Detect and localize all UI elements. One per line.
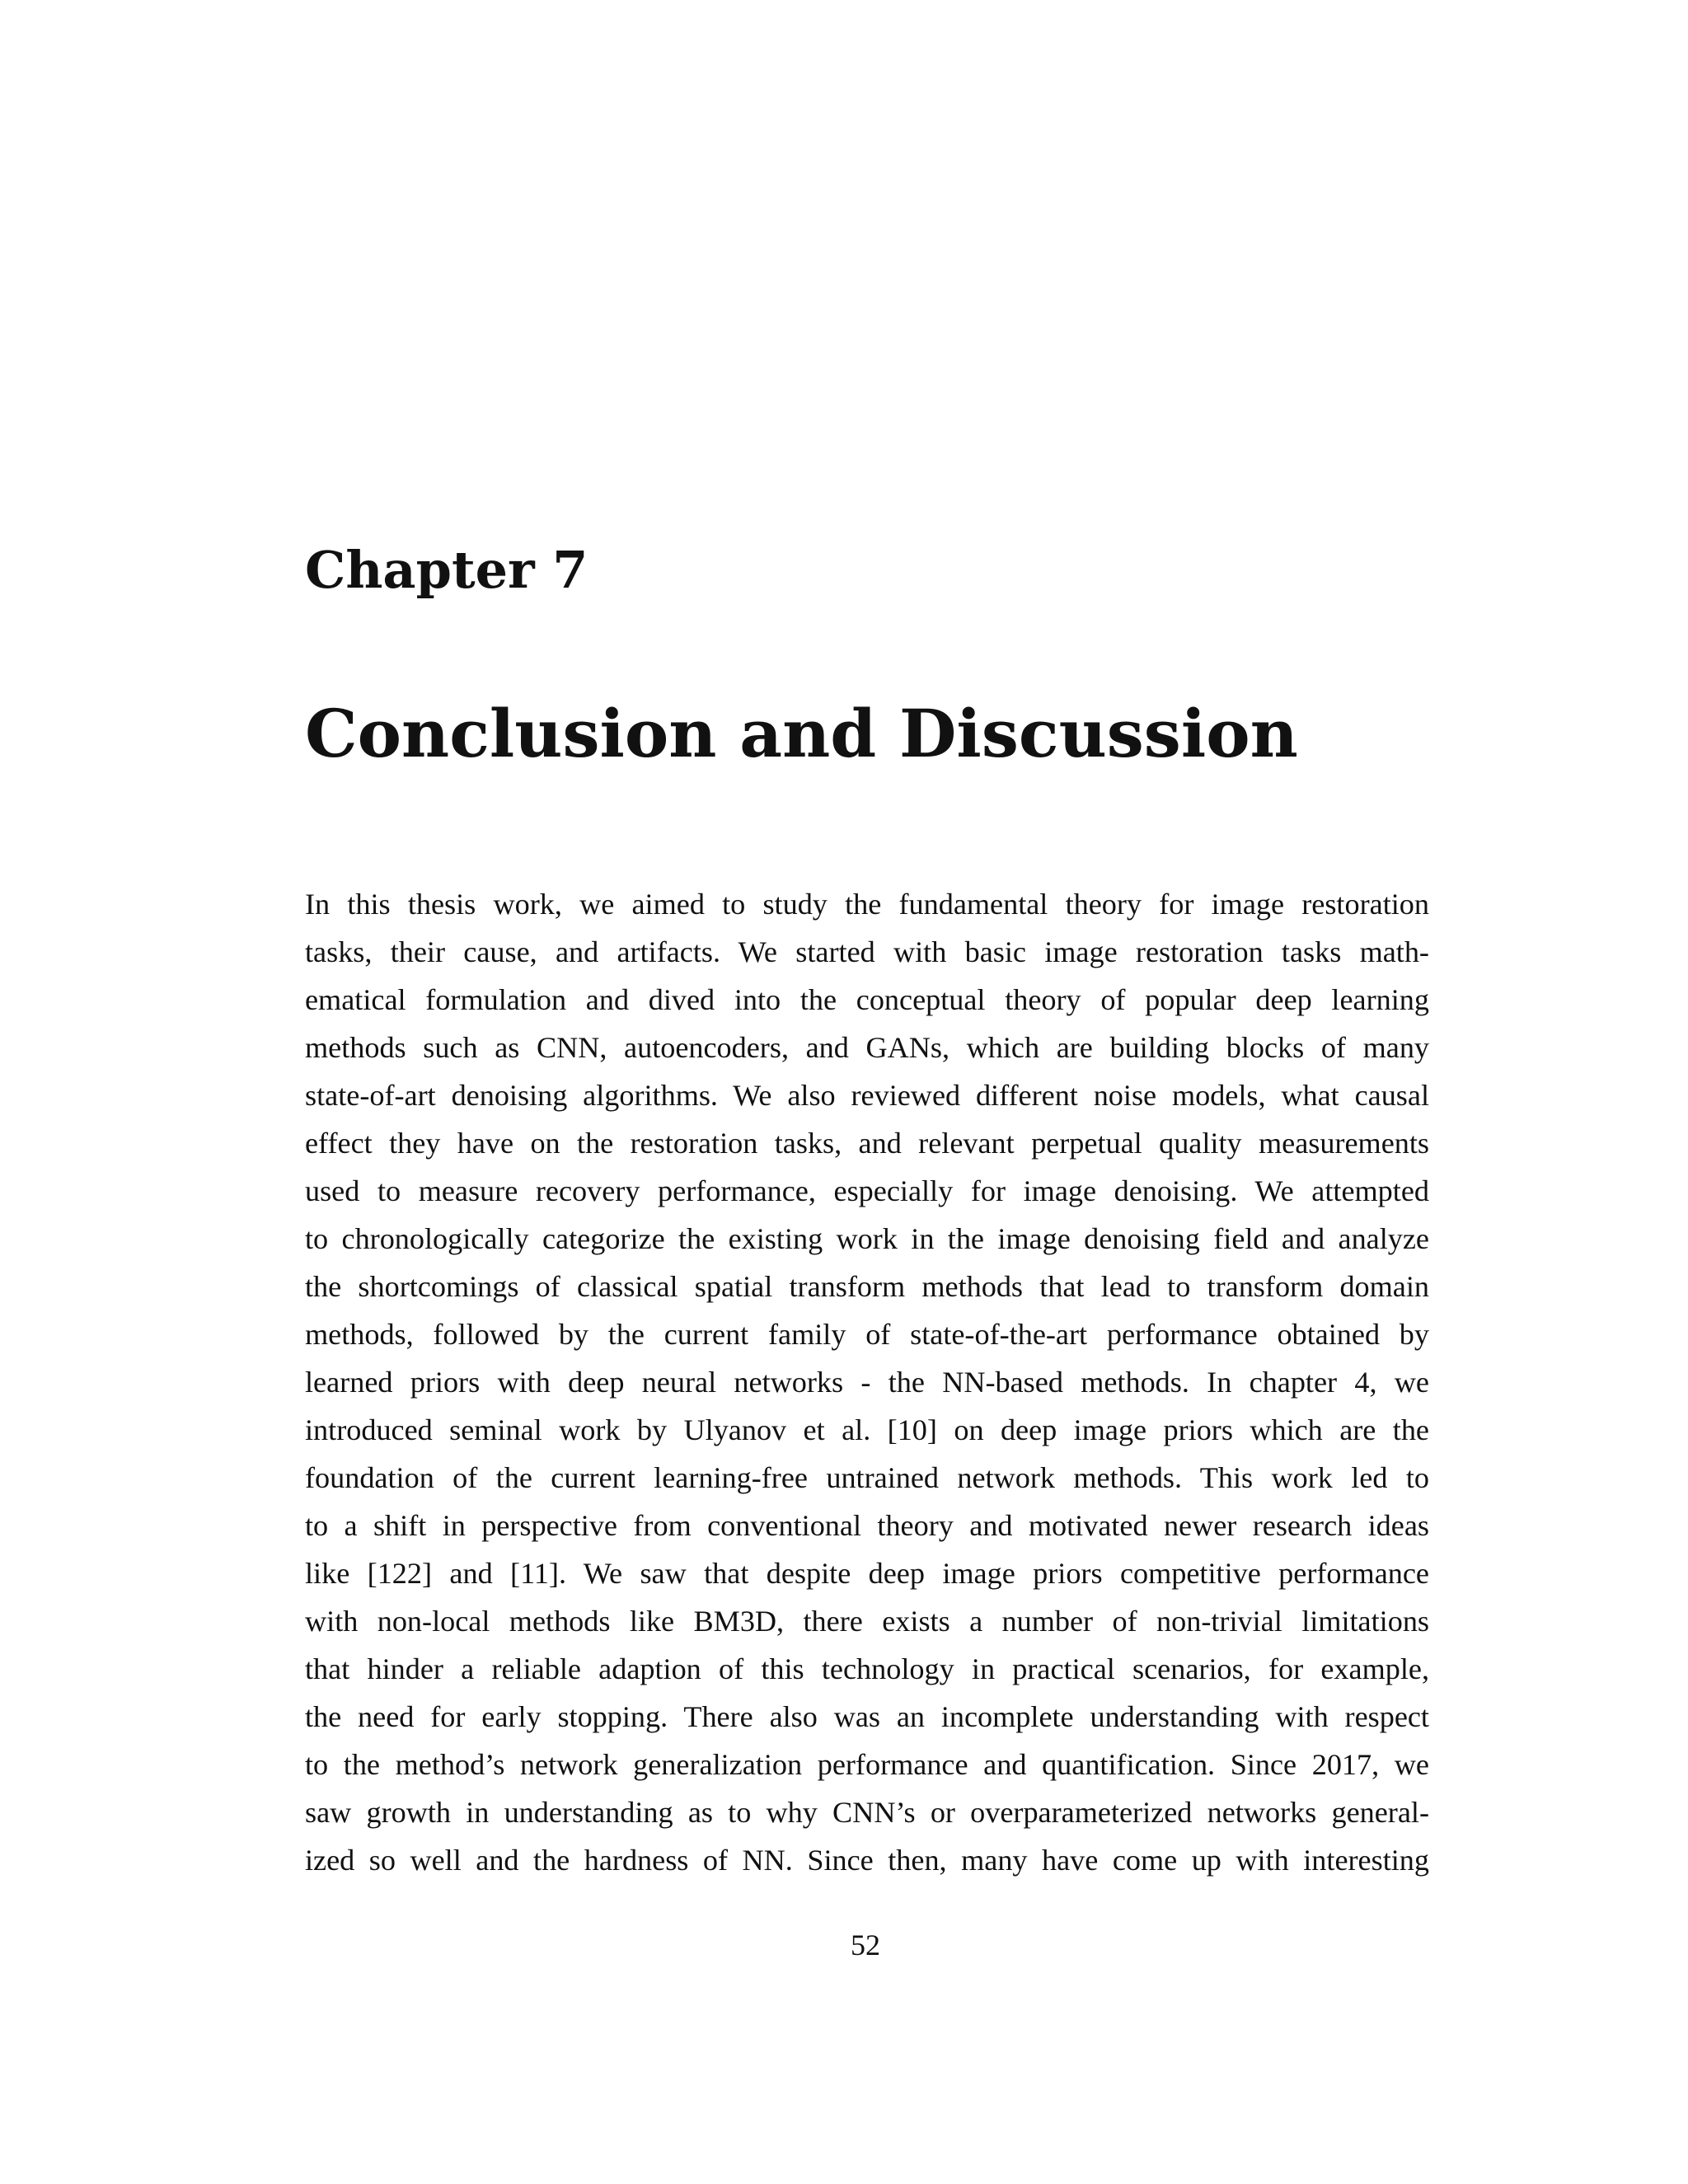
body-paragraph	[305, 880, 1429, 1884]
body-line: that hinder a reliable adaption of this technology in practical scenarios, for example,	[305, 1652, 1429, 1685]
page-number: 52	[851, 1929, 880, 1961]
body-line: methods, followed by the current family of state-of-the-art performance obtained by	[305, 1318, 1429, 1351]
body-line: In this thesis work, we aimed to study the fundamental theory for image restoration	[305, 888, 1429, 921]
body-line: with non-local methods like BM3D, there exists a number of non-trivial limitations	[305, 1605, 1429, 1638]
body-line: methods such as CNN, autoencoders, and GANs, which are building blocks of many	[305, 1031, 1429, 1064]
body-line: foundation of the current learning-free untrained network methods. This work led to	[305, 1461, 1429, 1494]
body-line: tasks, their cause, and artifacts. We started with basic image restoration tasks math-	[305, 935, 1429, 968]
body-line: to chronologically categorize the existing work in the image denoising field and analyze	[305, 1222, 1429, 1255]
body-line: the shortcomings of classical spatial transform methods that lead to transform domain	[305, 1270, 1429, 1303]
body-line: ized so well and the hardness of NN. Since then, many have come up with interesting	[305, 1844, 1429, 1877]
body-line: state-of-art denoising algorithms. We also reviewed different noise models, what causal	[305, 1079, 1429, 1112]
body-line: ematical formulation and dived into the conceptual theory of popular deep learning	[305, 983, 1429, 1016]
body-line: saw growth in understanding as to why CNN’s or overparameterized networks general-	[305, 1796, 1429, 1829]
chapter-label: Chapter 7	[305, 540, 588, 600]
body-line: introduced seminal work by Ulyanov et al. [10] on deep image priors which are the	[305, 1413, 1429, 1446]
body-line: to a shift in perspective from conventional theory and motivated newer research ideas	[305, 1509, 1429, 1542]
body-line: like [122] and [11]. We saw that despite deep image priors competitive performance	[305, 1557, 1429, 1590]
body-line: learned priors with deep neural networks - the NN-based methods. In chapter 4, we	[305, 1366, 1429, 1399]
body-line: used to measure recovery performance, especially for image denoising. We attempted	[305, 1174, 1429, 1207]
body-line: the need for early stopping. There also was an incomplete understanding with respect	[305, 1700, 1429, 1733]
chapter-title: Conclusion and Discussion	[305, 695, 1298, 772]
body-line: to the method’s network generalization performance and quantification. Since 2017, we	[305, 1748, 1429, 1781]
body-line: effect they have on the restoration tasks, and relevant perpetual quality measurements	[305, 1127, 1429, 1160]
